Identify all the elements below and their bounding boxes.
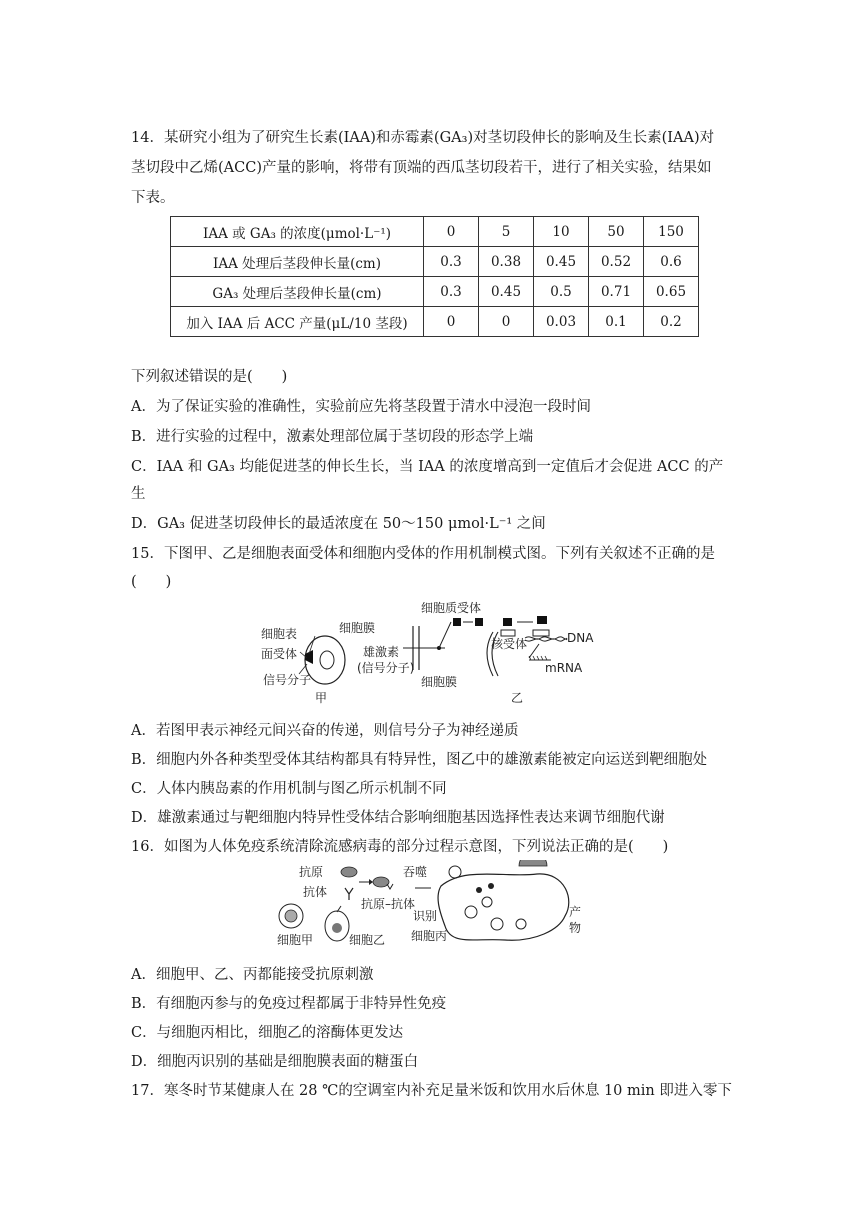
table-cell: 0.45 [534,247,589,277]
q15-option-d: D．雄激素通过与靶细胞内特异性受体结合影响细胞基因选择性表达来调节细胞代谢 [131,810,665,826]
label-surface-receptor-2: 面受体 [261,647,298,661]
table-cell: 0.6 [644,247,699,277]
table-cell: IAA 处理后茎段伸长量(cm) [171,247,424,277]
label-recognize: 识别 [413,909,438,923]
label-membrane-jia: 细胞膜 [339,621,376,635]
q16-immune-diagram [275,860,595,958]
label-antigen-antibody-complex: 抗原–抗体 [361,897,416,911]
table-cell: GA₃ 处理后茎段伸长量(cm) [171,277,424,307]
table-cell: 0.45 [479,277,534,307]
q14-text-line-3: 下表。 [131,190,175,206]
q15-text-line-2: ( ) [131,574,172,590]
table-cell: 5 [479,217,534,247]
dna-helix [525,637,567,639]
q14-data-table [170,216,699,337]
q16-option-b: B．有细胞丙参与的免疫过程都属于非特异性免疫 [131,996,447,1012]
q14-text-line-2: 茎切段中乙烯(ACC)产量的影响，将带有顶端的西瓜茎切段若干，进行了相关实验，结果如 [131,160,712,176]
q16-option-d: D．细胞丙识别的基础是细胞膜表面的糖蛋白 [131,1054,419,1070]
q15-option-c: C．人体内胰岛素的作用机制与图乙所示机制不同 [131,781,447,797]
table-cell: 50 [589,217,644,247]
q17-text: 17．寒冬时节某健康人在 28 ℃的空调室内补充足量米饭和饮用水后休息 10 min 即进入零下 [131,1083,732,1099]
table-cell: 0 [479,307,534,337]
q14-option-b: B．进行实验的过程中，激素处理部位属于茎切段的形态学上端 [131,429,534,445]
table-cell: IAA 或 GA₃ 的浓度(μmol·L⁻¹) [171,217,424,247]
table-cell: 0 [424,217,479,247]
label-membrane-yi: 细胞膜 [421,675,458,689]
table-cell: 0.65 [644,277,699,307]
table-cell: 150 [644,217,699,247]
q16-option-a: A．细胞甲、乙、丙都能接受抗原刺激 [131,967,374,983]
label-dna: DNA [567,631,594,645]
table-cell: 0 [424,307,479,337]
table-cell: 加入 IAA 后 ACC 产量(μL/10 茎段) [171,307,424,337]
cytoplasmic-receptor-shape [453,618,461,626]
label-jia: 甲 [315,691,328,705]
label-nuclear-receptor: 核受体 [491,637,528,651]
q15-receptor-diagram [255,596,600,706]
q14-option-c-line-2: 生 [131,486,146,502]
label-androgen-2: (信号分子) [357,661,415,675]
table-cell: 0.52 [589,247,644,277]
table-cell: 0.3 [424,277,479,307]
transcription-arrow [529,644,539,658]
table-cell: 0.3 [424,247,479,277]
table-row [171,277,699,307]
q14-stem: 下列叙述错误的是( ) [131,369,288,385]
q14-text-line-1: 14．某研究小组为了研究生长素(IAA)和赤霉素(GA₃)对茎切段伸长的影响及生长素(IAA)对 [131,130,715,146]
label-surface-receptor-1: 细胞表 [261,627,298,641]
label-cytoplasmic-receptor: 细胞质受体 [421,601,482,615]
cell-jia-nucleus [320,651,334,669]
q15-text-line-1: 15．下图甲、乙是细胞表面受体和细胞内受体的作用机制模式图。下列有关叙述不正确的是 [131,546,715,562]
antigen-shape [341,867,357,877]
table-cell: 0.1 [589,307,644,337]
label-cell-bing: 细胞丙 [411,929,448,943]
label-engulf: 吞噬 [403,865,428,879]
label-product-1: 产 [569,905,582,919]
q14-option-c-line-1: C．IAA 和 GA₃ 均能促进茎的伸长生长，当 IAA 的浓度增高到一定值后才会促进 ACC 的产 [131,459,724,475]
table-cell: 0.2 [644,307,699,337]
table-row [171,307,699,337]
table-cell: 0.03 [534,307,589,337]
label-antibody: 抗体 [303,885,328,899]
label-mrna: mRNA [545,661,583,675]
q15-option-a: A．若图甲表示神经元间兴奋的传递，则信号分子为神经递质 [131,723,519,739]
table-cell: 0.71 [589,277,644,307]
label-product-2: 物 [569,921,582,935]
table-row [171,217,699,247]
q16-option-c: C．与细胞丙相比，细胞乙的溶酶体更发达 [131,1025,404,1041]
label-cell-jia: 细胞甲 [277,933,314,947]
q15-option-b: B．细胞内外各种类型受体其结构都具有特异性，图乙中的雄激素能被定向运送到靶细胞处 [131,752,708,768]
cell-bing-shape [438,874,569,940]
q14-option-a: A．为了保证实验的准确性，实验前应先将茎段置于清水中浸泡一段时间 [131,399,591,415]
q14-option-d: D．GA₃ 促进茎切段伸长的最适浓度在 50～150 μmol·L⁻¹ 之间 [131,516,546,532]
nucleus-shape [519,860,547,866]
label-androgen-1: 雄激素 [363,645,400,659]
label-cell-yi: 细胞乙 [349,933,386,947]
label-yi: 乙 [511,691,524,705]
q16-text: 16．如图为人体免疫系统清除流感病毒的部分过程示意图，下列说法正确的是( ) [131,839,669,855]
table-cell: 0.5 [534,277,589,307]
antibody-y-shape [345,888,353,900]
label-signal-molecule: 信号分子 [263,673,312,687]
table-row [171,247,699,277]
label-antigen: 抗原 [299,865,324,879]
table-cell: 10 [534,217,589,247]
table-cell: 0.38 [479,247,534,277]
